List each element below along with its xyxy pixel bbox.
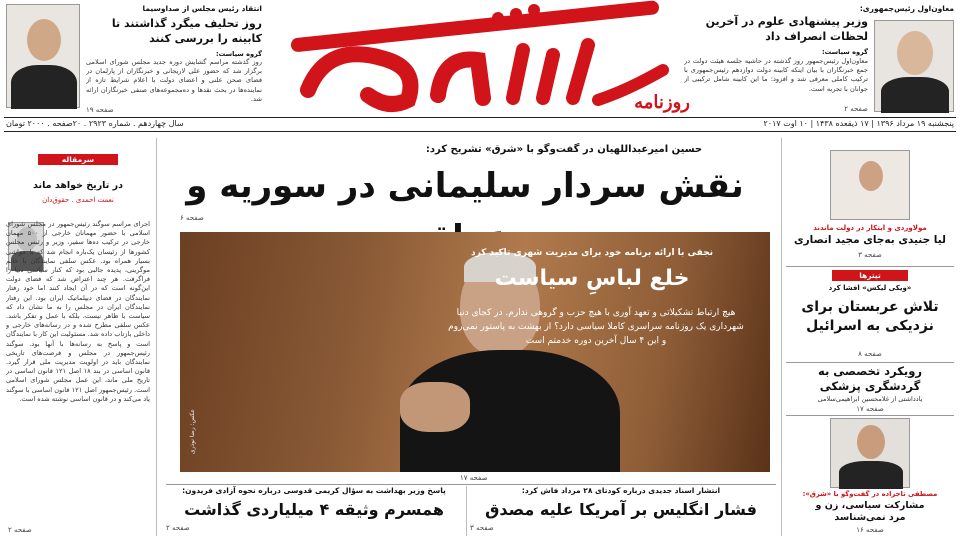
editorial-author: نعمت احمدی . حقوق‌دان [42, 196, 114, 204]
portrait-suit [839, 461, 903, 489]
masthead-logo-sub: روزنامه [634, 92, 690, 113]
photo-story-credit: عکس: رضا نوذری [189, 408, 197, 455]
right-item-4-photo [830, 418, 910, 488]
bottom-center-story[interactable] [166, 486, 462, 538]
top-left-page[interactable]: صفحه ۱۹ [86, 106, 114, 114]
photo-story-kicker: نجفی با ارائه برنامه خود برای مدیریت شهری تاکید کرد [470, 248, 714, 258]
bottom-divider [466, 486, 467, 536]
photo-story-headline[interactable]: خلع لباسِ سیاست [494, 266, 690, 291]
right-column-divider [781, 138, 782, 536]
bottom-center-kicker: پاسخ وزیر بهداشت به سؤال کریمی قدوسی درباره نحوه آزادی فریدون: [182, 486, 446, 495]
bottom-right-headline[interactable]: فشار انگلیس بر آمریکا علیه مصدق [485, 500, 757, 519]
bottom-center-headline[interactable]: همسرم وثیقه ۴ میلیاردی گذاشت [184, 500, 444, 519]
right-item-1-headline[interactable]: لیا جنیدی به‌جای مجید انصاری [794, 234, 946, 246]
photo-story-body: هیچ ارتباط تشکیلاتی و تعهد آوری با هیچ حزب و گروهی ندارم. در کجای دنیا شهرداری یک روزنامه سراسری کاملا سیاسی دارد؟ از بهشت به پاستور نمی‌روم و این ۴ سال آخرین دوره خدمتم است [448, 308, 744, 346]
right-item-4-headline[interactable]: مشارکت سیاسی، زن و مرد نمی‌شناسد [815, 500, 925, 523]
bottom-rule [166, 484, 776, 485]
masthead-issue-info: سال چهاردهم . شماره ۲۹۲۳ . ۲۰صفحه . ۲۰۰۰ تومان [6, 119, 184, 128]
right-item-1-page[interactable]: صفحه ۳ [858, 251, 882, 259]
right-item-2[interactable] [786, 270, 954, 360]
right-item-3-byline: یادداشتی از غلامحسین ابراهیمی‌سلامی [817, 395, 923, 403]
photo-story-page[interactable]: صفحه ۱۷ [460, 474, 488, 482]
right-item-3-page[interactable]: صفحه ۱۷ [856, 405, 884, 413]
main-page[interactable]: صفحه ۶ [180, 214, 204, 222]
bottom-right-kicker: انتشار اسناد جدیدی درباره کودتای ۲۸ مرداد فاش کرد: [521, 486, 721, 495]
top-right-lead-label: گروه سیاست: [822, 48, 868, 56]
top-left-body: روز گذشته مراسم گشایش دوره جدید مجلس شورای اسلامی برگزار شد که حضور علی لاریجانی و خبرنگاران از پارلمان در فضای صحن علنی و اعضای دولت با اعلام شرایط تازه از نماینده‌ها در بحث نقدها و ده‌مجموعه‌های صنفی خبرنگاران ارائه شد. [86, 58, 262, 103]
editorial-headline[interactable]: در تاریخ خواهد ماند [33, 180, 123, 191]
right-divider-3 [786, 415, 954, 416]
portrait-suit [881, 77, 949, 113]
right-item-1-kicker: مولاوردی و ابتکار در دولت ماندند [813, 224, 927, 232]
top-left-kicker: انتقاد رئیس مجلس از صداوسیما [142, 4, 262, 13]
right-item-3-headline[interactable]: رویکرد تخصصی به گردشگری پزشکی [817, 364, 923, 393]
portrait-face [27, 19, 61, 61]
right-item-2-tag: تیترها [832, 270, 908, 281]
portrait-face [859, 161, 883, 191]
right-item-2-page[interactable]: صفحه ۸ [858, 350, 882, 358]
right-item-1[interactable] [786, 150, 954, 262]
right-divider-1 [786, 266, 954, 267]
top-left-lead-label: گروه سیاست: [216, 50, 262, 58]
right-item-4-kicker: مصطفی تاجزاده در گفت‌وگو با «شرق»: [802, 490, 938, 498]
top-right-body: معاون‌اول رئیس‌جمهور روز گذشته در حاشیه جلسه هیئت دولت در جمع خبرنگاران با بیان اینکه کابینه دولت دوازدهم رئیس‌جمهوری با ترکیب کاملی معرفی شد و افزود: ما این کابینه شامل ترکیبی از جوانان با تجربه است. [684, 57, 868, 93]
top-right-kicker: معاون‌اول رئیس‌جمهوری: [859, 4, 954, 13]
teaser-portrait-right [874, 20, 954, 112]
masthead-dateline: پنجشنبه ۱۹ مرداد ۱۳۹۶ | ۱۷ ذیقعده ۱۴۳۸ | ۱۰ اوت ۲۰۱۷ [763, 119, 954, 128]
top-right-teaser[interactable] [684, 2, 954, 116]
masthead-rule-bottom [4, 131, 956, 132]
main-headline[interactable]: نقش سردار سلیمانی در سوریه و [186, 166, 744, 206]
masthead-rule [4, 117, 956, 118]
top-left-teaser[interactable] [6, 2, 262, 116]
editorial-column[interactable] [6, 150, 150, 538]
masthead-logo-block[interactable] [268, 0, 692, 118]
right-item-4[interactable] [786, 418, 954, 538]
photo-figure-hands [400, 382, 470, 432]
top-right-headline[interactable]: وزیر پیشنهادی علوم در آخرین لحظات انصراف داد [705, 15, 868, 43]
teaser-portrait-left [6, 4, 80, 108]
right-item-4-page[interactable]: صفحه ۱۶ [856, 526, 884, 534]
portrait-face [857, 425, 885, 459]
right-item-2-kicker: «ویکی لیکس» افشا کرد [828, 284, 912, 292]
bottom-center-page[interactable]: صفحه ۲ [166, 524, 190, 532]
bottom-right-page[interactable]: صفحه ۳ [470, 524, 494, 532]
portrait-face [897, 31, 933, 75]
photo-story[interactable] [180, 232, 770, 472]
editorial-page[interactable]: صفحه ۲ [8, 526, 32, 534]
top-right-page[interactable]: صفحه ۲ [844, 105, 868, 113]
editorial-section-label: سرمقاله [38, 154, 118, 165]
portrait-suit [11, 65, 77, 109]
main-kicker: حسین امیرعبداللهیان در گفت‌وگو با «شرق» تشریح کرد: [425, 144, 703, 155]
right-item-3[interactable] [786, 364, 954, 414]
top-left-headline[interactable]: روز تحلیف میگرد گذاشتند تا کابینه را بررسی کنند [111, 17, 262, 45]
right-divider-2 [786, 362, 954, 363]
right-item-2-headline[interactable]: تلاش عربستان برای نزدیکی به اسرائیل [801, 299, 939, 334]
right-item-1-photo [830, 150, 910, 220]
editorial-body: اجرای مراسم سوگند رئیس‌جمهور در مجلس شورای اسلامی با حضور مهمانان خارجی از ۵۰۰ مهمان خارجی در ترکیب ده‌ها سفیر، وزیر و رئیس مجلس کشورها از رئیسان یک‌باره انجام شد که با حواشی بسیار همراه بود. عکس سلفی نمایندگان با خانم موگرینی، پدیده جالبی بود که کنار سیاسی دنیا را فراگرفت. هر چند اعتراض شد که فضای دولت این‌گونه است که در آن ایجاد کنند اما خود رفتار نمایندگان در فضای دیپلماتیک ایران بود. این رفتار نمایندگان ایران در مجلس را به ما نشان داد که سیاست با ظاهر نیست، بلکه با عمل و تفکر باشد. عکس سلفی مطرح شده و در رسانه‌های خارجی و داخلی بازتاب داده شد. مسئولیت این کار با نمایندگان است و پاسخ به رسانه‌ها با آنها بود. سوگند رئیس‌جمهور در مجلس و فرصت‌های تاریخی نمایندگان باید در اولویت مدیریت ملی قرار گیرد. قانون اساسی در بند ۱۸ اصل ۱۲۱ قانون اساسی در تاریخ ملی ماند، این عمل مجلس شورای اسلامی است. رئیس‌جمهور اصل ۱۲۱ قانون اساسی با سوگند یاد می‌کند و در قانون اساسی نوشته شده است. [6, 220, 150, 403]
bottom-right-story[interactable] [470, 486, 772, 538]
